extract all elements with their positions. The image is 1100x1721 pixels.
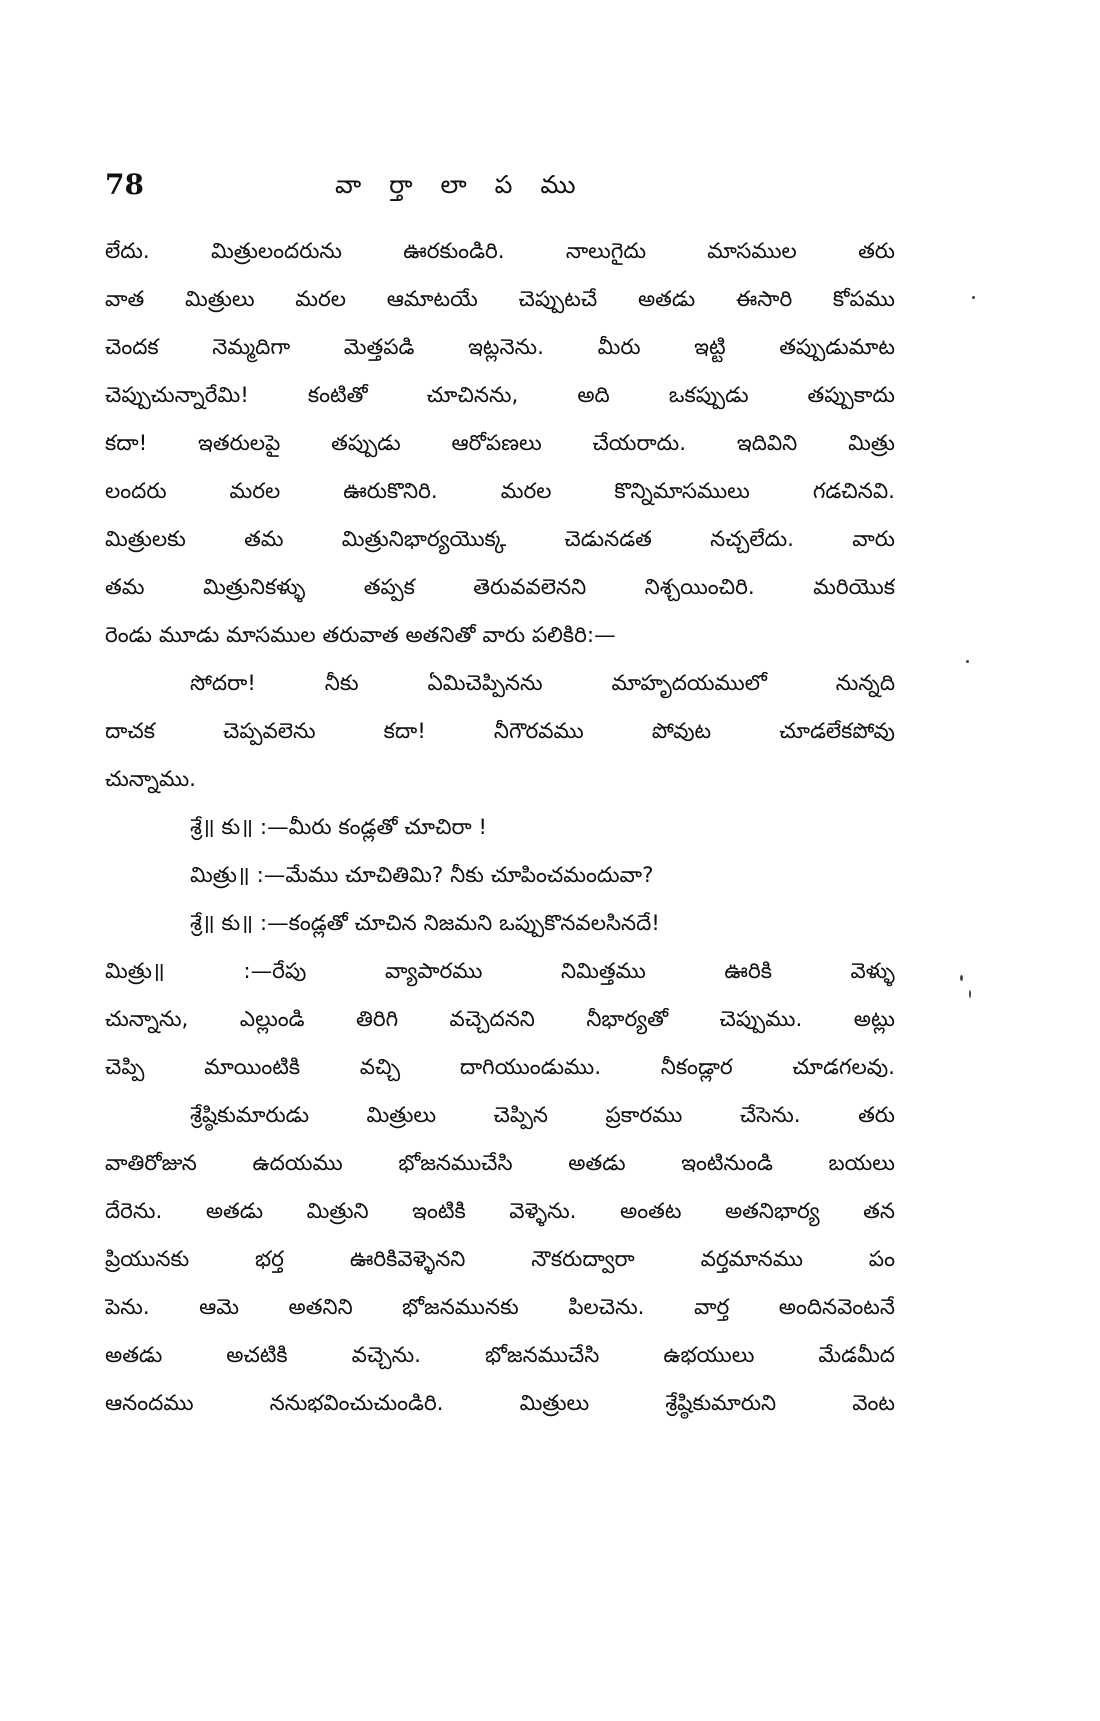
dialog-line: మిత్రు॥ :—మేము చూచితిమి? నీకు చూపించమందువా?	[190, 863, 654, 888]
text-line: వాత మిత్రులు మరల ఆమాటయే చెప్పుటచే అతడు ఈసారి కోపము	[105, 287, 895, 312]
dialog-line: శ్రే॥ కు॥ :—మీరు కండ్లతో చూచిరా !	[190, 815, 488, 840]
text-line: శ్రేష్ఠికుమారుడు మిత్రులు చెప్పిన ప్రకారము చేసెను. తరు	[190, 1103, 895, 1128]
text-line: చున్నాము.	[105, 767, 197, 792]
text-line: అతడు అచటికి వచ్చెను. భోజనముచేసి ఉభయులు మేడమీద	[105, 1343, 895, 1368]
text-line: పెను. ఆమె అతనిని భోజనమునకు పిలచెను. వార్త అందినవెంటనే	[105, 1295, 895, 1320]
page-number: 78	[105, 168, 144, 201]
text-line: దేరెను. అతడు మిత్రుని ఇంటికి వెళ్ళెను. అంతట అతనిభార్య తన	[105, 1199, 895, 1224]
body-text	[105, 228, 895, 1428]
scan-speck	[960, 975, 963, 981]
text-line: తమ మిత్రునికళ్ళు తప్పక తెరువవలెనని నిశ్చయించిరి. మరియొక	[105, 575, 895, 600]
text-line: వాతిరోజున ఉదయము భోజనముచేసి అతడు ఇంటినుండి బయలు	[105, 1151, 895, 1176]
text-line: లందరు మరల ఊరుకొనిరి. మరల కొన్నిమాసములు గడచినవి.	[105, 479, 895, 504]
page-header	[105, 168, 895, 208]
dialog-line: మిత్రు॥ :—రేపు వ్యాపారము నిమిత్తము ఊరికి వెళ్ళు	[105, 959, 895, 984]
text-line: లేదు. మిత్రులందరును ఊరకుండిరి. నాలుగైదు మాసముల తరు	[105, 239, 895, 264]
text-line: సోదరా! నీకు ఏమిచెప్పినను మాహృదయములో నున్నది	[190, 671, 895, 696]
text-line: ప్రియునకు భర్త ఊరికివెళ్ళెనని నౌకరుద్వారా వర్తమానము పం	[105, 1247, 895, 1272]
text-line: మిత్రులకు తమ మిత్రునిభార్యయొక్క చెడునడత నచ్చలేదు. వారు	[105, 527, 895, 552]
text-line: రెండు మూడు మాసముల తరువాత అతనితో వారు పలికిరి:—	[105, 623, 616, 648]
dialog-line: శ్రే॥ కు॥ :—కండ్లతో చూచిన నిజమని ఒప్పుకొనవలసినదే!	[190, 911, 660, 936]
text-line: చెందక నెమ్మదిగా మెత్తపడి ఇట్లనెను. మీరు ఇట్టి తప్పుడుమాట	[105, 335, 895, 360]
text-line: చెప్పి మాయింటికి వచ్చి దాగియుండుము. నీకండ్లార చూడగలవు.	[105, 1055, 895, 1080]
text-line: దాచక చెప్పవలెను కదా! నీగౌరవము పోవుట చూడలేకపోవు	[105, 719, 895, 744]
text-line: చెప్పుచున్నారేమి! కంటితో చూచినను, అది ఒకప్పుడు తప్పుకాదు	[105, 383, 895, 408]
scan-speck	[969, 990, 971, 998]
text-line: చున్నాను, ఎల్లుండి తిరిగి వచ్చెదనని నీభార్యతో చెప్పుము. అట్లు	[105, 1007, 895, 1032]
text-line: కదా! ఇతరులపై తప్పుడు ఆరోపణలు చేయరాదు. ఇదివిని మిత్రు	[105, 431, 895, 456]
running-title: వా ర్తా లా ప ము	[335, 170, 586, 199]
text-line: ఆనందము ననుభవించుచుండిరి. మిత్రులు శ్రేష్ఠికుమారుని వెంట	[105, 1391, 895, 1416]
scan-speck	[972, 296, 975, 299]
scan-speck	[966, 660, 969, 663]
